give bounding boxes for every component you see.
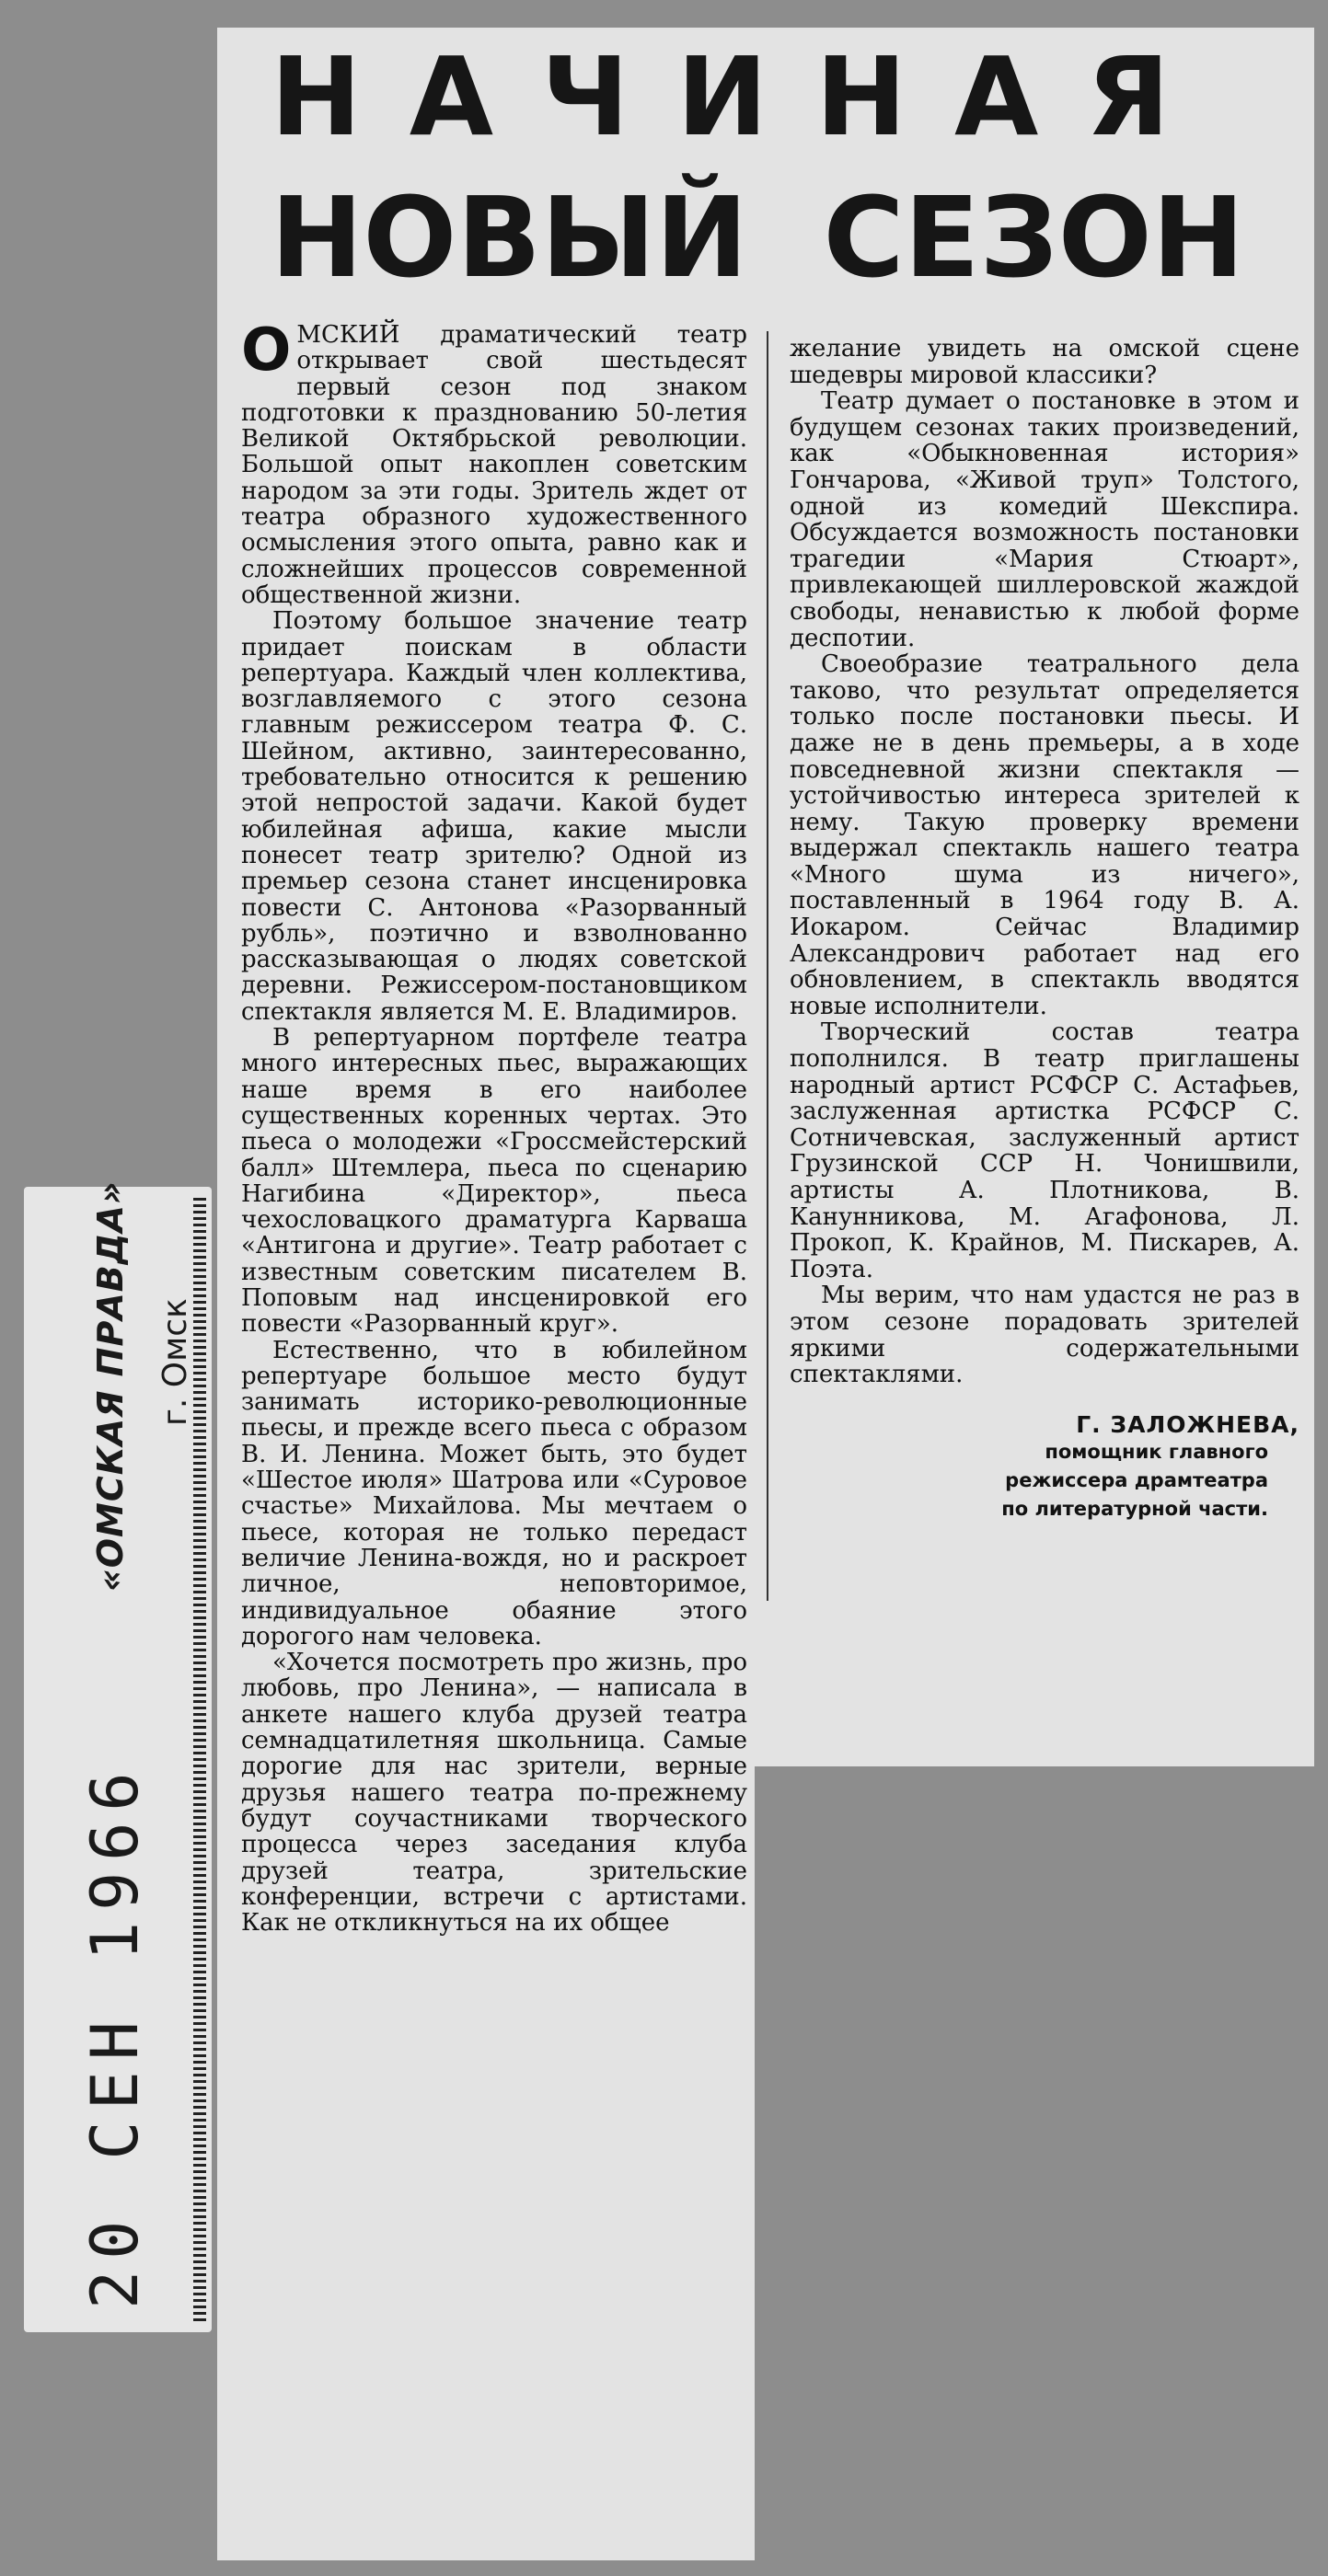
author-name: Г. ЗАЛОЖНЕВА, xyxy=(1076,1410,1299,1438)
paragraph: Театр думает о постановке в этом и будущем сезонах таких произведений, как «Обыкновенная история» Гончарова, «Живой труп» Толстого, одной из комедий Шекспира. Обсуждается возможность постановки трагедии «Мария Стюарт», привлекающей шиллеровской жаждой свободы, ненавистью к любой форме деспотии. xyxy=(790,387,1299,652)
paragraph: Мы верим, что нам удастся не раз в этом сезоне порадовать зрителей яркими содержательными спектаклями. xyxy=(790,1282,1299,1389)
paragraph: Творческий состав театра пополнился. В театр приглашены народный артист РСФСР С. Астафьев, заслуженная артистка РСФСР С. Сотничевская, заслуженный артист Грузинской ССР Н. Чонишвили, артисты А. Плотникова, В. Канунникова, М. Агафонова, Л. Прокоп, К. Крайнов, М. Пискарев, А. Поэта. xyxy=(790,1018,1299,1283)
stamp-newspaper-name: «ОМСКАЯ ПРАВДА» xyxy=(90,1180,131,1592)
headline-line-1: НАЧИНАЯ xyxy=(271,33,1218,160)
drop-cap: О xyxy=(241,316,292,385)
paragraph: В репертуарном портфеле театра много интересных пьес, выражающих наше время в его наиболее существенных коренных чертах. Это пьеса о молодежи «Гроссмейстерский балл» Штемлера, пьеса по сценарию Нагибина «Директор», пьеса чехословацкого драматурга Карваша «Антигона и другие». Театр работает с известным советским писателем В. Поповым над инсценировкой его повести «Разорванный круг». xyxy=(241,1024,747,1339)
stamp-date: 20 СЕН 1966 xyxy=(77,1761,153,2309)
paragraph: Естественно, что в юбилейном репертуаре большое место будут занимать историко-революционные пьесы, и прежде всего пьеса с образом В. И. Ленина. Может быть, это будет «Шестое июля» Шатрова или «Суровое счастье» Михайлова. Мы мечтаем о пьесе, которая не только передаст величие Ленина-вождя, но и раскроет личное, неповторимое, индивидуальное обаяние этого дорогого нам человека. xyxy=(241,1336,747,1650)
paragraph: Поэтому большое значение театр придает поискам в области репертуара. Каждый член коллектива, возглавляемого с этого сезона главным режиссером театра Ф. С. Шейном, активно, заинтересованно, требовательно относится к решению этой непростой задачи. Какой будет юбилейная афиша, какие мысли понесет театр зрителю? Одной из премьер сезона станет инсценировка повести С. Антонова «Разорванный рубль», поэтично и взволнованно рассказывающая о людях советской деревни. Режиссером-постановщиком спектакля является М. Е. Владимиров. xyxy=(241,607,747,1026)
paragraph: «Хочется посмотреть про жизнь, про любовь, про Ленина», — написала в анкете нашего клуба друзей театра семнадцатилетняя школьница. Самые дорогие для нас зрители, верные друзья нашего театра по-прежнему будут соучастниками творческого процесса через заседания клуба друзей театра, зрительские конференции, встречи с артистами. Как не откликнуться на их общее xyxy=(241,1649,747,1938)
article-column-right xyxy=(790,336,1299,1524)
author-role-line: помощник главного xyxy=(1045,1441,1268,1464)
author-role-line: по литературной части. xyxy=(1001,1498,1268,1521)
column-divider xyxy=(767,331,768,1601)
author-signature xyxy=(790,1412,1299,1524)
stamp-city: г. Омск xyxy=(156,1298,194,1426)
paragraph: Своеобразие театрального дела таково, что результат определяется только после постановки пьесы. И даже не в день премьеры, а в ходе повседневной жизни спектакля — устойчивостью интереса зрителей к нему. Такую проверку времени выдержал спектакль нашего театра «Много шума из ничего», поставленный в 1964 году В. А. Иокаром. Сейчас Владимир Александрович работает над его обновлением, в спектакль вводятся новые исполнители. xyxy=(790,650,1299,1020)
headline-line-2: НОВЫЙ СЕЗОН xyxy=(271,175,1245,303)
article-column-left xyxy=(241,316,747,1938)
author-role-line: режиссера драмтеатра xyxy=(1005,1469,1268,1492)
paragraph: желание увидеть на омской сцене шедевры мировой классики? xyxy=(790,335,1299,389)
paragraph: ОМСКИЙ драматический театр открывает свой шестьдесят первый сезон под знаком подготовки к празднованию 50-летия Великой Октябрьской революции. Большой опыт накоплен советским народом за эти годы. Зритель ждет от театра образного художественного осмысления этого опыта, равно как и сложнейших процессов современной общественной жизни. xyxy=(241,316,747,609)
perforation-strip xyxy=(193,1198,206,2321)
